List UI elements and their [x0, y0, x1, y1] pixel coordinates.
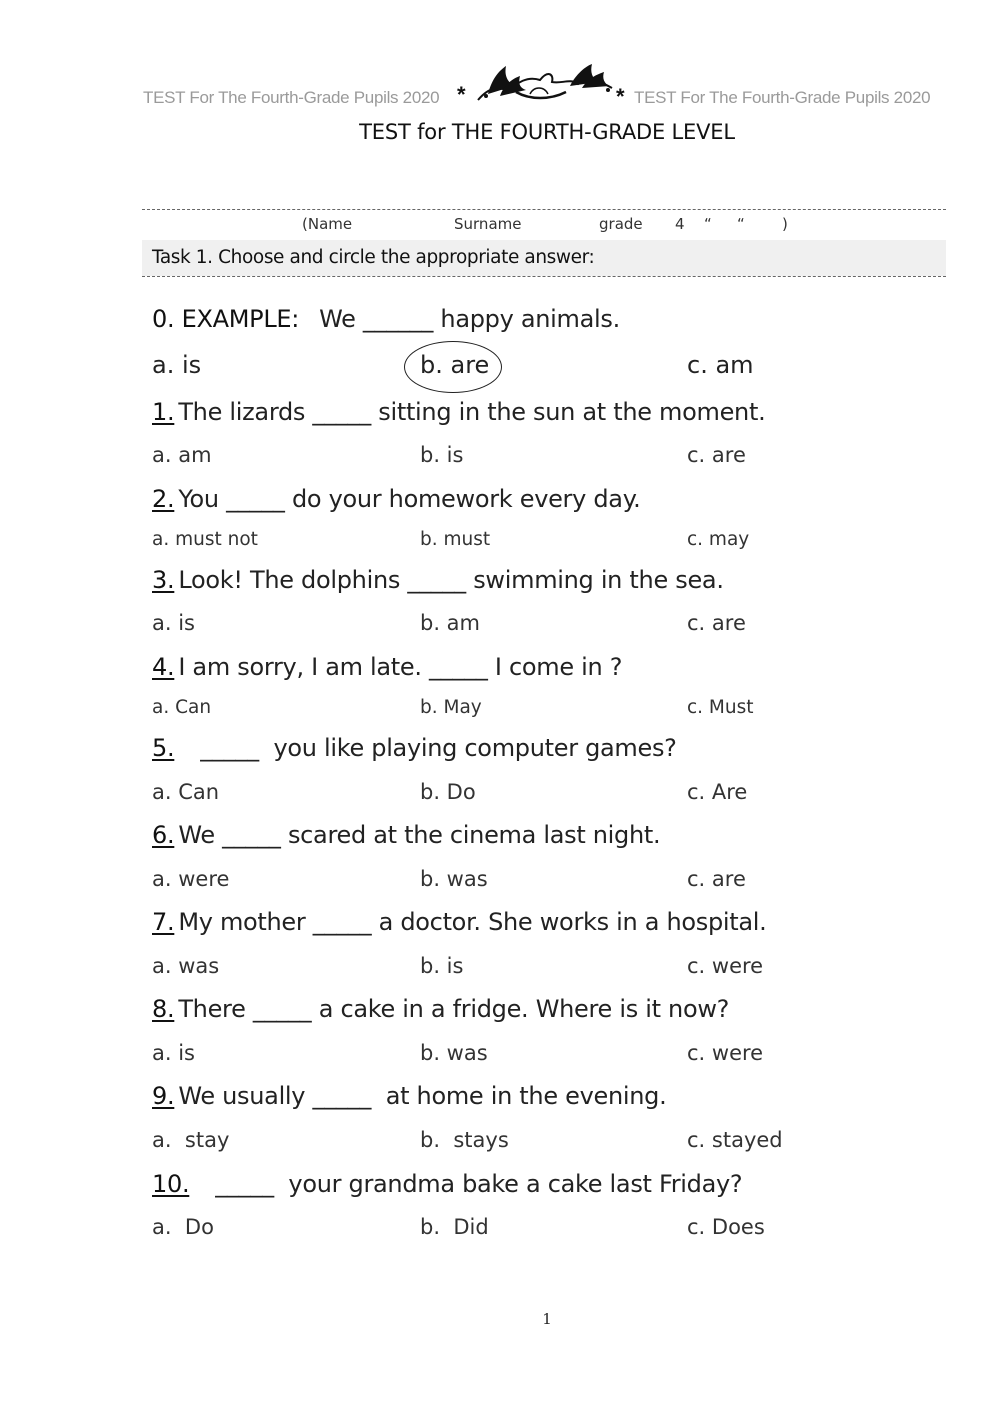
- example-text: We ______ happy animals.: [319, 305, 620, 333]
- quote-open: “: [704, 215, 712, 233]
- question-text: We _____ scared at the cinema last night.: [178, 821, 661, 849]
- q2-option-a[interactable]: a. must not: [152, 529, 258, 550]
- question-number: 5.: [152, 734, 175, 762]
- question-text: _____ you like playing computer games?: [178, 734, 677, 762]
- q4-option-c[interactable]: c. Must: [687, 697, 754, 718]
- question-number: 6.: [152, 821, 175, 849]
- question-3: [152, 566, 724, 594]
- question-number: 2.: [152, 485, 175, 513]
- question-number: 7.: [152, 908, 175, 936]
- question-text: My mother _____ a doctor. She works in a hospital.: [178, 908, 767, 936]
- star-left: *: [457, 82, 466, 107]
- q4-option-a[interactable]: a. Can: [152, 697, 212, 718]
- q9-option-b[interactable]: b. stays: [420, 1128, 509, 1152]
- question-text: We usually _____ at home in the evening.: [178, 1082, 667, 1110]
- q7-option-b[interactable]: b. is: [420, 954, 464, 978]
- q10-option-a[interactable]: a. Do: [152, 1215, 214, 1239]
- q6-option-b[interactable]: b. was: [420, 867, 488, 891]
- question-10: [152, 1170, 742, 1198]
- page-number: 1: [542, 1310, 552, 1328]
- q7-option-c[interactable]: c. were: [687, 954, 764, 978]
- q8-option-c[interactable]: c. were: [687, 1041, 764, 1065]
- grade-label: grade: [599, 215, 643, 233]
- q5-option-c[interactable]: c. Are: [687, 780, 748, 804]
- quote-close: “: [737, 215, 745, 233]
- q5-option-b[interactable]: b. Do: [420, 780, 476, 804]
- task-instruction-bar: [142, 240, 946, 276]
- question-5: [152, 734, 677, 762]
- question-number: 10.: [152, 1170, 190, 1198]
- question-7: [152, 908, 767, 936]
- q9-option-c[interactable]: c. stayed: [687, 1128, 783, 1152]
- question-number: 4.: [152, 653, 175, 681]
- question-text: You _____ do your homework every day.: [178, 485, 641, 513]
- surname-label: Surname: [454, 215, 522, 233]
- q5-option-a[interactable]: a. Can: [152, 780, 220, 804]
- question-6: [152, 821, 660, 849]
- q2-option-c[interactable]: c. may: [687, 529, 750, 550]
- q1-option-b[interactable]: b. is: [420, 443, 464, 467]
- q10-option-c[interactable]: c. Does: [687, 1215, 765, 1239]
- name-label: (Name: [302, 215, 353, 233]
- close-paren: ): [782, 215, 788, 233]
- q2-option-b[interactable]: b. must: [420, 529, 491, 550]
- task-title: Task 1. Choose and circle the appropriate answer:: [152, 247, 595, 268]
- q1-option-a[interactable]: a. am: [152, 443, 212, 467]
- q9-option-a[interactable]: a. stay: [152, 1128, 230, 1152]
- question-1: [152, 398, 765, 426]
- q8-option-a[interactable]: a. is: [152, 1041, 195, 1065]
- example-question: [152, 305, 620, 333]
- example-option-c[interactable]: c. am: [687, 351, 754, 379]
- q3-option-b[interactable]: b. am: [420, 611, 481, 635]
- q7-option-a[interactable]: a. was: [152, 954, 220, 978]
- q6-option-c[interactable]: c. are: [687, 867, 746, 891]
- q3-option-c[interactable]: c. are: [687, 611, 746, 635]
- example-label: 0. EXAMPLE:: [152, 305, 300, 333]
- q4-option-b[interactable]: b. May: [420, 697, 482, 718]
- example-option-a[interactable]: a. is: [152, 351, 202, 379]
- q6-option-a[interactable]: a. were: [152, 867, 230, 891]
- question-number: 1.: [152, 398, 175, 426]
- star-right: *: [616, 84, 625, 109]
- question-9: [152, 1082, 666, 1110]
- q1-option-c[interactable]: c. are: [687, 443, 746, 467]
- doves-ornament-icon: [470, 56, 620, 108]
- example-option-b[interactable]: b. are: [420, 351, 490, 379]
- question-number: 3.: [152, 566, 175, 594]
- running-header: [140, 84, 950, 114]
- question-text: _____ your grandma bake a cake last Friday?: [193, 1170, 743, 1198]
- question-2: [152, 485, 641, 513]
- q10-option-b[interactable]: b. Did: [420, 1215, 489, 1239]
- document-title: TEST for THE FOURTH-GRADE LEVEL: [359, 120, 735, 144]
- question-text: Look! The dolphins _____ swimming in the sea.: [178, 566, 724, 594]
- q3-option-a[interactable]: a. is: [152, 611, 195, 635]
- question-text: There _____ a cake in a fridge. Where is it now?: [178, 995, 730, 1023]
- running-header-left: TEST For The Fourth-Grade Pupils 2020: [143, 88, 440, 107]
- question-number: 9.: [152, 1082, 175, 1110]
- question-text: I am sorry, I am late. _____ I come in ?: [178, 653, 623, 681]
- grade-value: 4: [675, 215, 685, 233]
- running-header-right: TEST For The Fourth-Grade Pupils 2020: [634, 88, 931, 107]
- divider-top: [142, 209, 946, 210]
- q8-option-b[interactable]: b. was: [420, 1041, 488, 1065]
- student-info-line: [142, 215, 946, 237]
- question-4: [152, 653, 622, 681]
- question-number: 8.: [152, 995, 175, 1023]
- question-8: [152, 995, 729, 1023]
- circled-answer-mark: [404, 341, 502, 393]
- question-text: The lizards _____ sitting in the sun at the moment.: [178, 398, 766, 426]
- divider-bottom: [142, 276, 946, 277]
